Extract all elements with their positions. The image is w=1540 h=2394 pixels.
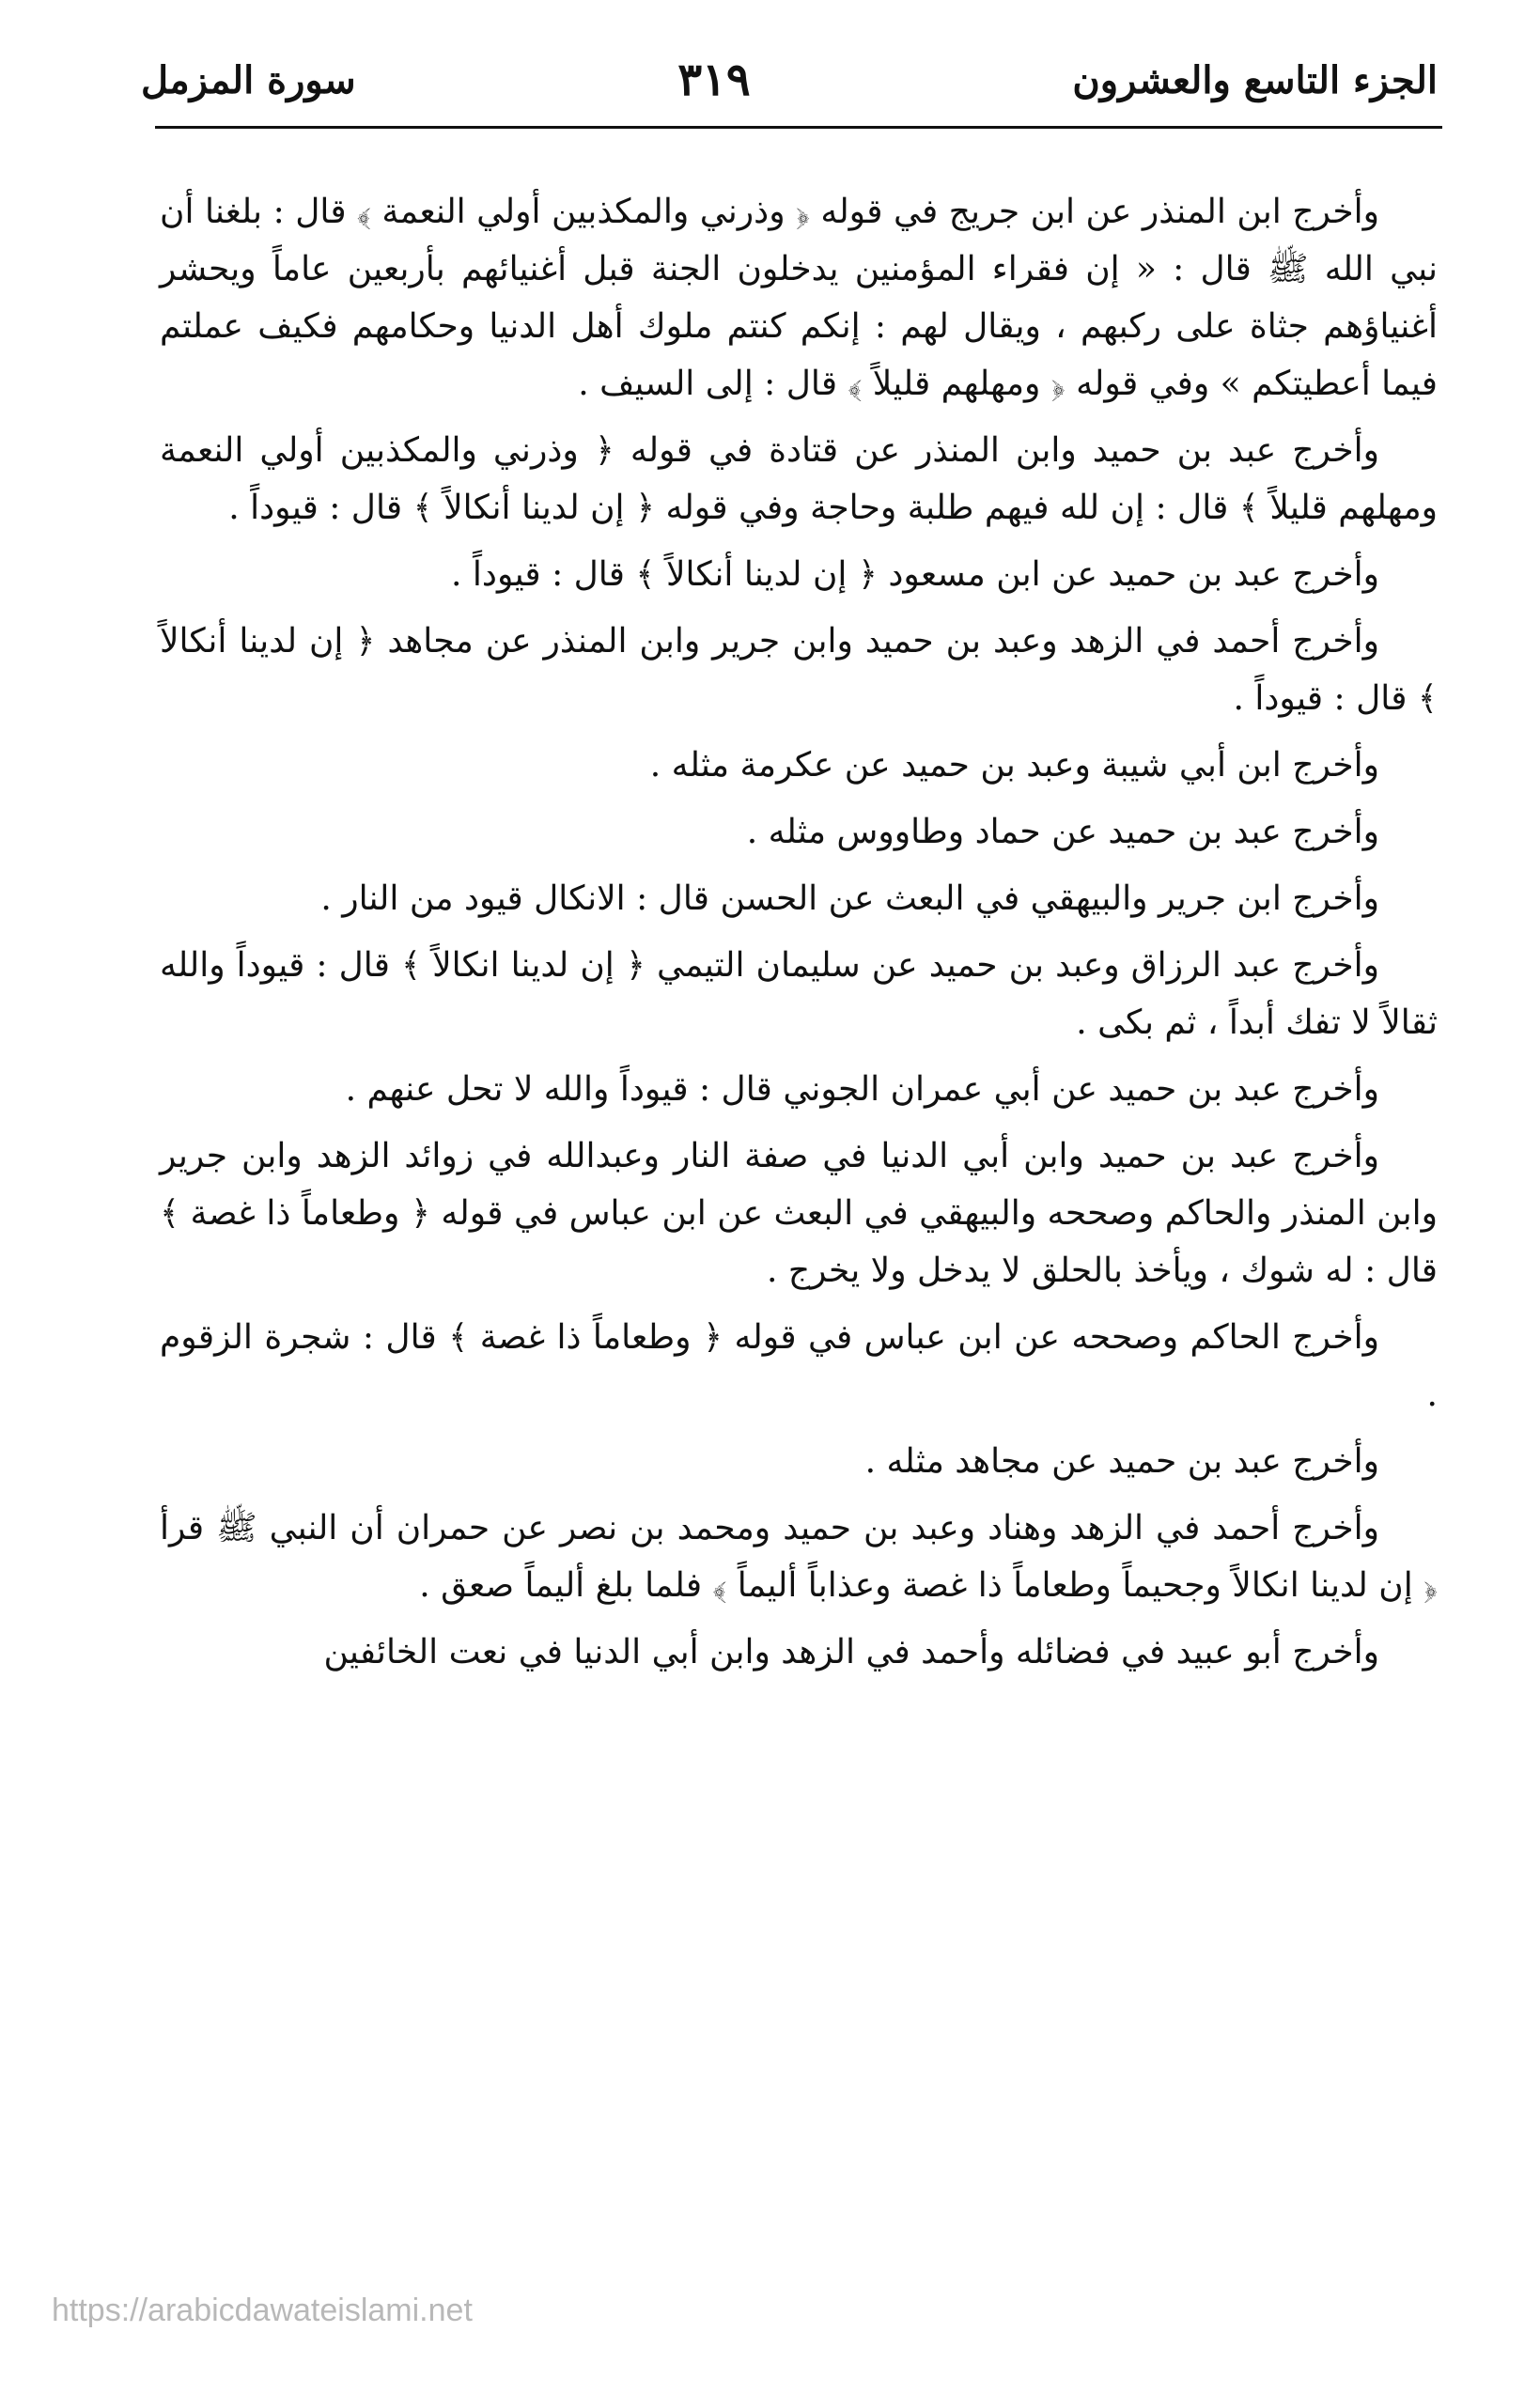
paragraph-5: وأخرج ابن أبي شيبة وعبد بن حميد عن عكرمة مثله .: [649, 746, 1379, 785]
watermark-url: https://arabicdawateislami.net: [52, 2293, 473, 2328]
paragraph-11: وأخرج الحاكم وصححه عن ابن عباس في قوله ﴿ وطعاماً ذا غصة ﴾ قال : شجرة الزقوم .: [160, 1318, 1438, 1414]
surah-title: سورة المزمل: [141, 57, 356, 102]
paragraph-7: وأخرج ابن جرير والبيهقي في البعث عن الحسن قال : الانكال قيود من النار .: [320, 879, 1379, 918]
paragraph-8: وأخرج عبد الرزاق وعبد بن حميد عن سليمان التيمي ﴿ إن لدينا انكالاً ﴾ قال : قيوداً والله ثقالاً لا تفك أبداً ، ثم بكى .: [160, 946, 1438, 1042]
header-rule: [155, 126, 1442, 129]
page-number: ٣١٩: [677, 54, 751, 106]
paragraph-6: وأخرج عبد بن حميد عن حماد وطاووس مثله .: [746, 813, 1379, 851]
page-body: [160, 183, 1438, 1690]
juz-title: الجزء التاسع والعشرون: [1072, 57, 1438, 102]
paragraph-2: وأخرج عبد بن حميد وابن المنذر عن قتادة في قوله ﴿ وذرني والمكذبين أولي النعمة ومهلهم قليلاً ﴾ قال : إن لله فيهم طلبة وحاجة وفي قوله ﴿ إن لدينا أنكالاً ﴾ قال : قيوداً .: [160, 431, 1438, 527]
paragraph-12: وأخرج عبد بن حميد عن مجاهد مثله .: [864, 1442, 1379, 1481]
paragraph-3: وأخرج عبد بن حميد عن ابن مسعود ﴿ إن لدينا أنكالاً ﴾ قال : قيوداً .: [451, 555, 1379, 594]
paragraph-10: وأخرج عبد بن حميد وابن أبي الدنيا في صفة النار وعبدالله في زوائد الزهد وابن جرير وابن المنذر والحاكم وصححه والبيهقي في البعث عن ابن عباس في قوله ﴿ وطعاماً ذا غصة ﴾ قال : له شوك ، ويأخذ بالحلق لا يدخل ولا يخرج .: [160, 1137, 1438, 1290]
paragraph-13: وأخرج أحمد في الزهد وهناد وعبد بن حميد ومحمد بن نصر عن حمران أن النبي ﷺ قرأ ﴿ إن لدينا انكالاً وجحيماً وطعاماً ذا غصة وعذاباً أليماً ﴾ فلما بلغ أليماً صعق .: [160, 1509, 1438, 1605]
page-header: [141, 38, 1438, 122]
paragraph-1: وأخرج ابن المنذر عن ابن جريج في قوله ﴿ وذرني والمكذبين أولي النعمة ﴾ قال : بلغنا أن نبي الله ﷺ قال : « إن فقراء المؤمنين يدخلون الجنة قبل أغنيائهم بأربعين عاماً ويحشر أغنياؤهم جثاة على ركبهم ، ويقال لهم : إنكم كنتم ملوك أهل الدنيا وحكامهم فكيف عملتم فيما أعطيتكم » وفي قوله ﴿ ومهلهم قليلاً ﴾ قال : إلى السيف .: [160, 193, 1438, 403]
paragraph-14: وأخرج أبو عبيد في فضائله وأحمد في الزهد وابن أبي الدنيا في نعت الخائفين: [323, 1633, 1379, 1671]
paragraph-4: وأخرج أحمد في الزهد وعبد بن حميد وابن جرير وابن المنذر عن مجاهد ﴿ إن لدينا أنكالاً ﴾ قال : قيوداً .: [160, 622, 1438, 718]
paragraph-9: وأخرج عبد بن حميد عن أبي عمران الجوني قال : قيوداً والله لا تحل عنهم .: [345, 1070, 1379, 1109]
